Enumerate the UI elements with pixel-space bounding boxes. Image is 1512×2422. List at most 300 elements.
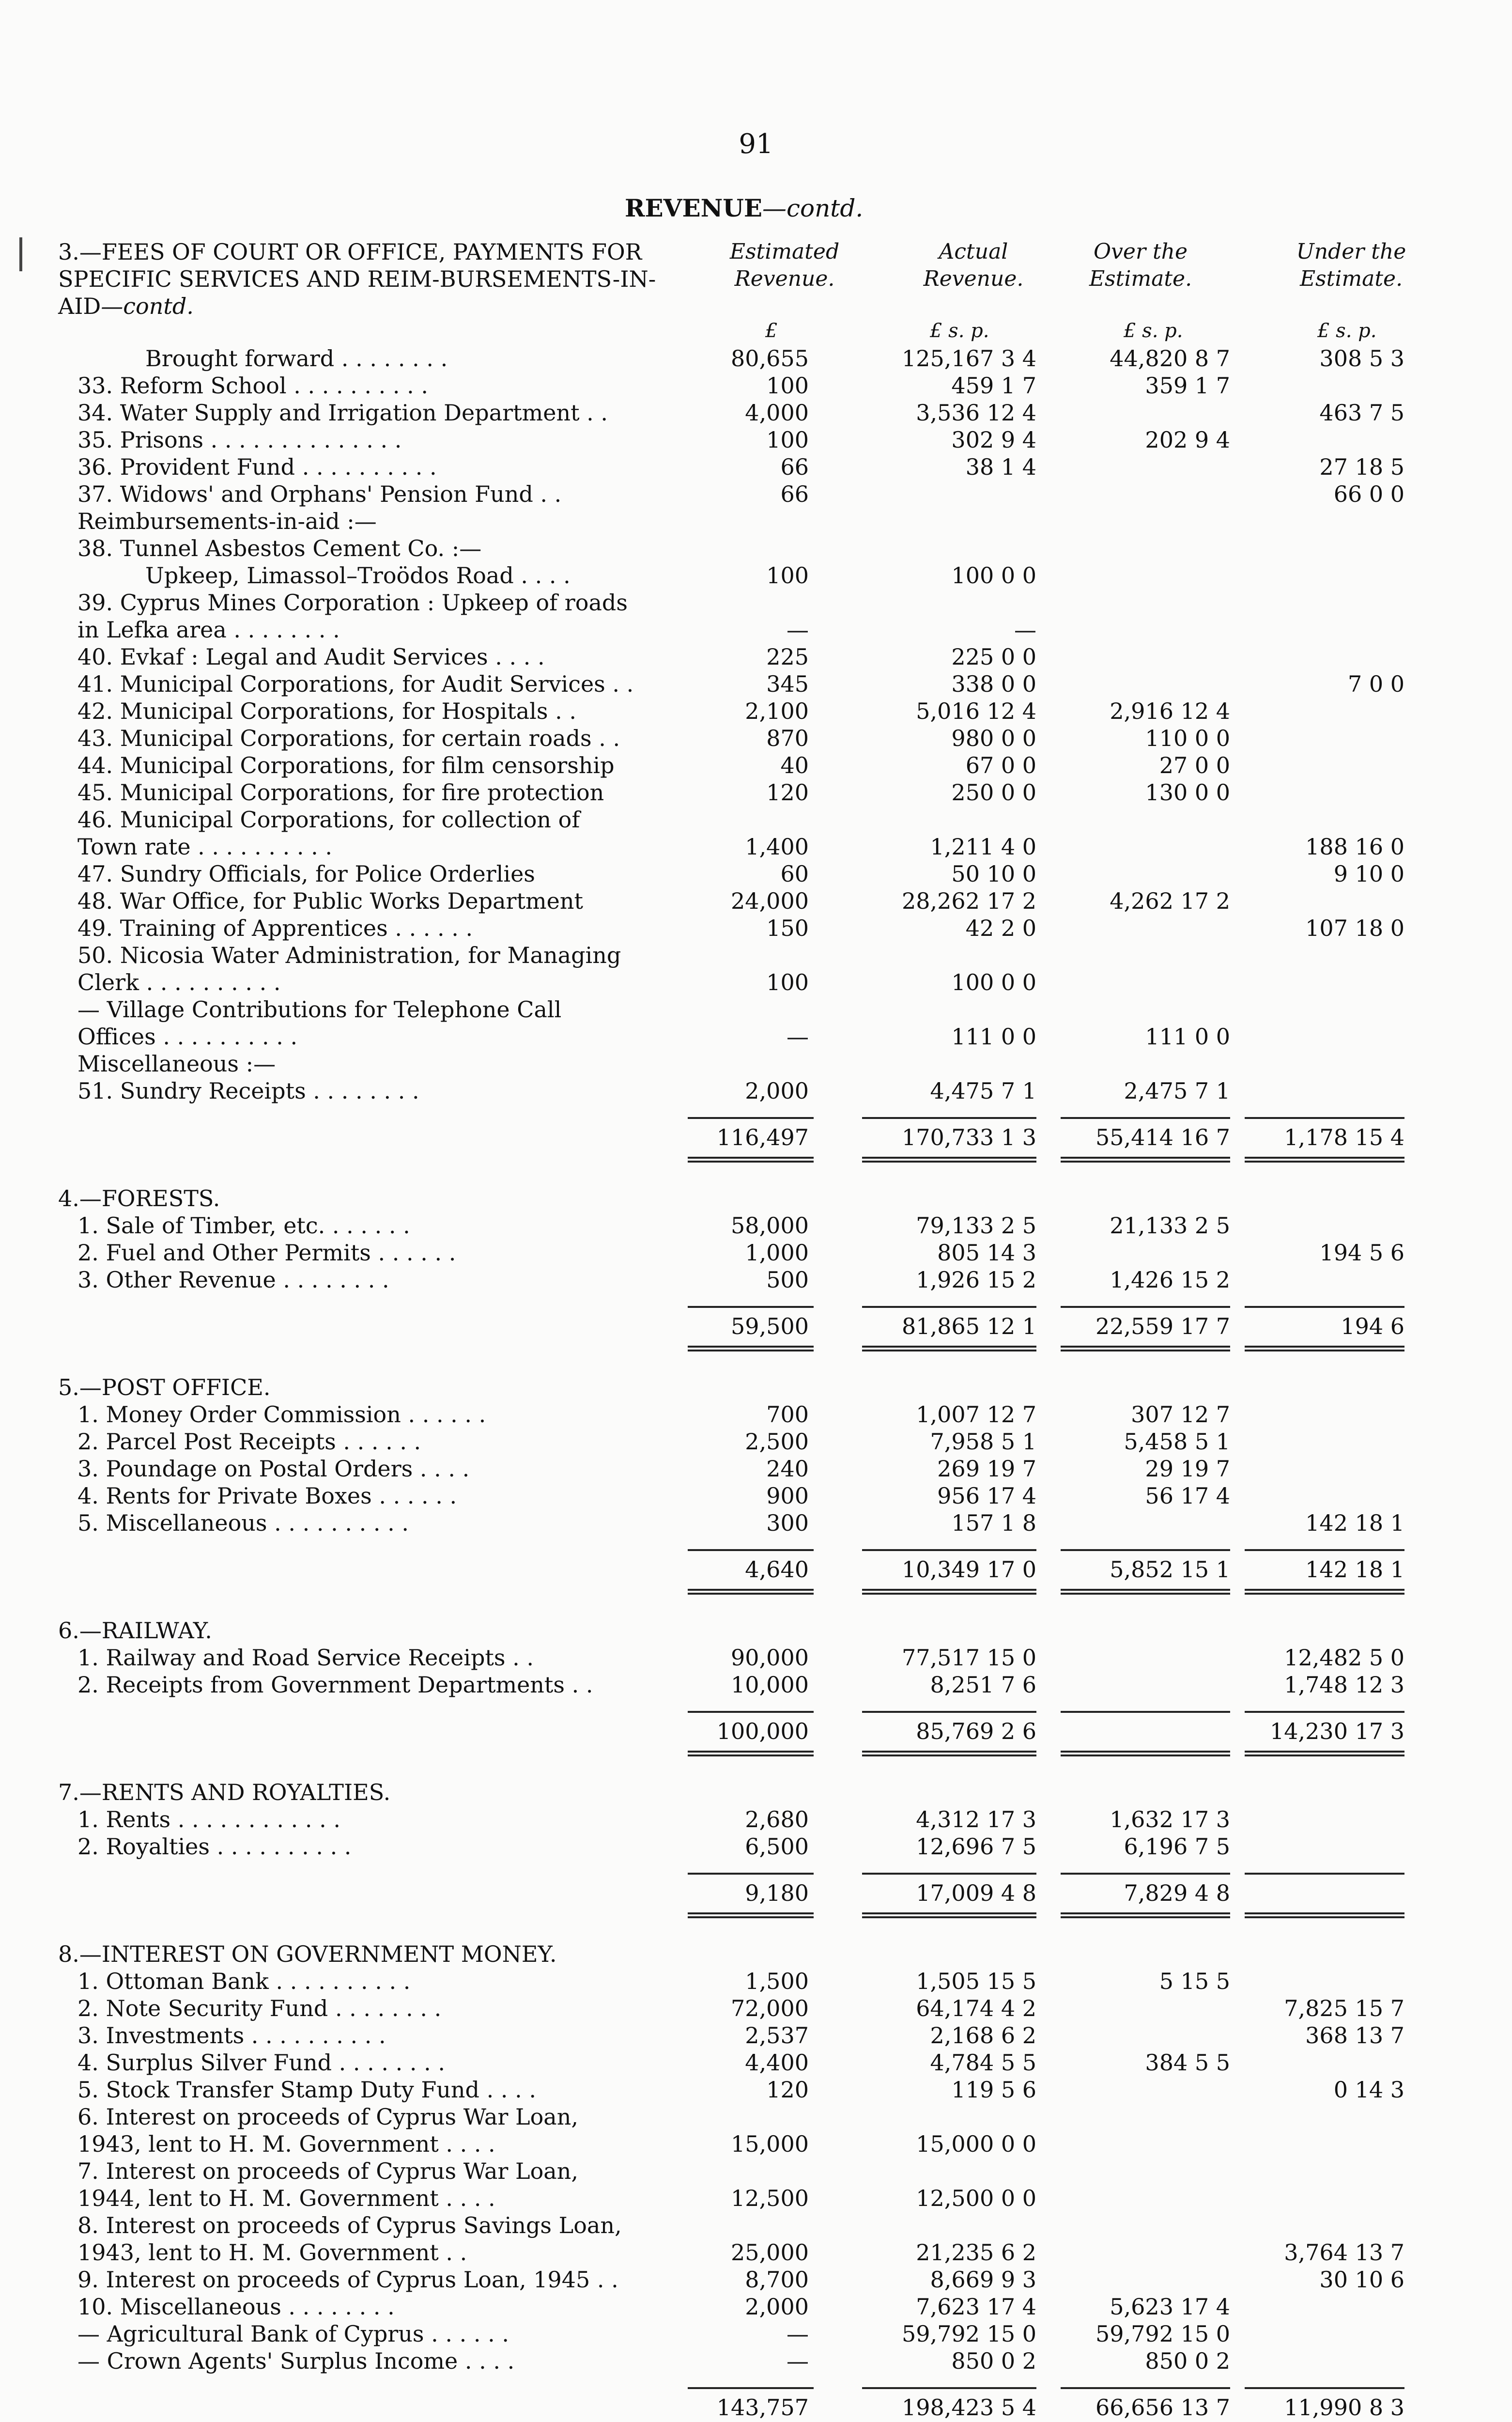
value-over: 307 12 7 — [1131, 1401, 1230, 1428]
value-act: 7,623 17 4 — [916, 2294, 1036, 2320]
row-label: 1. Ottoman Bank . . . . . . . . . . — [77, 1968, 411, 1994]
line-item-row — [0, 725, 1512, 752]
total-rule-top — [1245, 1873, 1404, 1875]
total-est: 4,640 — [745, 1556, 809, 1583]
heading-title: REVENUE — [625, 194, 762, 222]
value-under: 194 5 6 — [1319, 1240, 1404, 1266]
total-rule-top — [862, 1873, 1036, 1875]
total-row — [0, 1313, 1512, 1340]
total-rule-double — [1061, 1589, 1230, 1595]
value-act: 850 0 2 — [951, 2348, 1036, 2374]
total-rule-double — [862, 1912, 1036, 1918]
total-rule-top — [1061, 1873, 1230, 1875]
value-act: 28,262 17 2 — [902, 888, 1036, 914]
section-title: 5.—POST OFFICE. — [58, 1374, 271, 1400]
row-label: 1. Money Order Commission . . . . . . — [77, 1401, 486, 1428]
value-est: 700 — [766, 1401, 809, 1428]
row-label: 2. Fuel and Other Permits . . . . . . — [77, 1240, 456, 1266]
line-item-row — [0, 453, 1512, 481]
row-label: 45. Municipal Corporations, for fire protection — [77, 779, 604, 806]
total-over: 66,656 13 7 — [1095, 2394, 1230, 2421]
line-item-row — [0, 1455, 1512, 1482]
value-act: 100 0 0 — [951, 562, 1036, 589]
line-item-row — [0, 1671, 1512, 1698]
total-act: 198,423 5 4 — [902, 2394, 1036, 2421]
total-row — [0, 1718, 1512, 1745]
value-act: 2,168 6 2 — [930, 2022, 1036, 2049]
total-rule-double — [862, 1346, 1036, 1351]
value-under: 188 16 0 — [1305, 834, 1404, 860]
total-rule-double — [862, 1589, 1036, 1595]
value-act: 111 0 0 — [951, 1024, 1036, 1050]
value-act: 59,792 15 0 — [902, 2321, 1036, 2347]
total-est: 100,000 — [716, 1718, 809, 1744]
value-est: — — [787, 617, 809, 643]
line-item-row — [0, 345, 1512, 372]
value-under: 142 18 1 — [1305, 1510, 1404, 1536]
total-rule-top — [688, 1711, 814, 1713]
value-act: 8,251 7 6 — [930, 1672, 1036, 1698]
value-act: 225 0 0 — [951, 644, 1036, 670]
line-item-row — [0, 1509, 1512, 1537]
value-est: 240 — [766, 1456, 809, 1482]
total-est: 116,497 — [716, 1124, 809, 1150]
value-act: 5,016 12 4 — [916, 698, 1036, 724]
total-rule-top — [1245, 2387, 1404, 2389]
line-item-row — [0, 2049, 1512, 2076]
value-est: 100 — [766, 427, 809, 453]
total-rule-double — [1061, 1157, 1230, 1163]
total-rule-top — [862, 1711, 1036, 1713]
line-item-row — [0, 643, 1512, 670]
total-under: 142 18 1 — [1305, 1556, 1404, 1583]
value-est: 1,400 — [745, 834, 809, 860]
value-est: 12,500 — [731, 2185, 809, 2211]
page-number: 91 — [739, 128, 773, 160]
value-act: 1,211 4 0 — [930, 834, 1036, 860]
value-est: 500 — [766, 1267, 809, 1293]
row-label: — Crown Agents' Surplus Income . . . . — [77, 2348, 515, 2374]
unit-under: £ s. p. — [1317, 320, 1377, 342]
value-over: 56 17 4 — [1145, 1483, 1230, 1509]
total-row — [0, 1556, 1512, 1583]
unit-est: £ — [765, 320, 778, 342]
line-item-row — [0, 589, 1512, 643]
line-item-row — [0, 2022, 1512, 2049]
value-act: 1,505 15 5 — [916, 1968, 1036, 1994]
row-label: 8. Interest on proceeds of Cyprus Savings Loan, 1943, lent to H. M. Government . . — [77, 2212, 622, 2266]
total-rule-top — [1245, 1117, 1404, 1119]
total-rule-top — [1061, 1306, 1230, 1308]
total-rule-double — [688, 1346, 814, 1351]
total-under: 11,990 8 3 — [1284, 2394, 1404, 2421]
total-act: 81,865 12 1 — [902, 1313, 1036, 1339]
total-rule-double — [1245, 1912, 1404, 1918]
row-label: 33. Reform School . . . . . . . . . . — [77, 373, 429, 399]
col-over-head: Over the Estimate. — [1089, 239, 1192, 291]
line-item-row — [0, 399, 1512, 426]
value-est: 4,400 — [745, 2049, 809, 2076]
value-over: 44,820 8 7 — [1110, 345, 1230, 372]
col-actual-head: Actual Revenue. — [923, 239, 1024, 291]
line-item-row — [0, 2103, 1512, 2158]
row-label: 10. Miscellaneous . . . . . . . . — [77, 2294, 395, 2320]
value-est: 10,000 — [731, 1672, 809, 1698]
value-est: — — [787, 2348, 809, 2374]
total-rule-top — [1061, 1711, 1230, 1713]
total-over: 5,852 15 1 — [1110, 1556, 1230, 1583]
value-under: 0 14 3 — [1333, 2077, 1404, 2103]
value-est: 2,500 — [745, 1428, 809, 1455]
section-heading-row — [0, 1941, 1512, 1968]
line-item-row — [0, 2320, 1512, 2347]
row-label: Miscellaneous :— — [77, 1051, 276, 1077]
row-label: 4. Surplus Silver Fund . . . . . . . . — [77, 2049, 445, 2076]
row-label: 7. Interest on proceeds of Cyprus War Loan, 1944, lent to H. M. Government . . . . — [77, 2158, 578, 2211]
line-item-row — [0, 2158, 1512, 2212]
value-est: 66 — [780, 481, 809, 507]
value-act: 8,669 9 3 — [930, 2267, 1036, 2293]
value-est: 80,655 — [731, 345, 809, 372]
section-heading-row — [0, 1617, 1512, 1644]
row-label: 35. Prisons . . . . . . . . . . . . . . — [77, 427, 402, 453]
total-rule-double — [688, 1912, 814, 1918]
row-label: 38. Tunnel Asbestos Cement Co. :— — [77, 535, 482, 561]
unit-act: £ s. p. — [930, 320, 989, 342]
total-under: 14,230 17 3 — [1270, 1718, 1404, 1744]
value-est: — — [787, 1024, 809, 1050]
value-est: 90,000 — [731, 1645, 809, 1671]
value-est: 100 — [766, 373, 809, 399]
total-est: 9,180 — [745, 1880, 809, 1906]
value-act: 4,475 7 1 — [930, 1078, 1036, 1104]
value-est: 72,000 — [731, 1995, 809, 2021]
value-over: 5,623 17 4 — [1110, 2294, 1230, 2320]
line-item-row — [0, 1239, 1512, 1266]
value-est: 100 — [766, 562, 809, 589]
value-act: 38 1 4 — [965, 454, 1036, 480]
line-item-row — [0, 1644, 1512, 1671]
value-est: 4,000 — [745, 400, 809, 426]
row-label: 48. War Office, for Public Works Department — [77, 888, 583, 914]
row-label: 6. Interest on proceeds of Cyprus War Loan, 1943, lent to H. M. Government . . . . — [77, 2104, 578, 2157]
row-label: 36. Provident Fund . . . . . . . . . . — [77, 454, 437, 480]
value-act: 302 9 4 — [951, 427, 1036, 453]
value-act: 1,007 12 7 — [916, 1401, 1036, 1428]
section-title: 8.—INTEREST ON GOVERNMENT MONEY. — [58, 1941, 557, 1967]
total-rule-top — [862, 1117, 1036, 1119]
row-label: 47. Sundry Officials, for Police Orderlies — [77, 861, 535, 887]
total-rule-double — [688, 1157, 814, 1163]
heading-suffix: —contd. — [762, 194, 864, 222]
line-item-row — [0, 1482, 1512, 1509]
row-label: 39. Cyprus Mines Corporation : Upkeep of roads in Lefka area . . . . . . . . — [77, 590, 628, 643]
value-act: 119 5 6 — [951, 2077, 1036, 2103]
value-act: 67 0 0 — [965, 752, 1036, 778]
value-act: 4,784 5 5 — [930, 2049, 1036, 2076]
total-rule-double — [1061, 1912, 1230, 1918]
value-act: 42 2 0 — [965, 915, 1036, 941]
total-rule-double — [862, 1157, 1036, 1163]
total-rule-top — [862, 1549, 1036, 1551]
line-item-row — [0, 426, 1512, 453]
row-label: 34. Water Supply and Irrigation Department . . — [77, 400, 608, 426]
row-label: 46. Municipal Corporations, for collection of Town rate . . . . . . . . . . — [77, 807, 580, 860]
row-label: 1. Sale of Timber, etc. . . . . . . — [77, 1212, 410, 1239]
total-rule-top — [688, 1117, 814, 1119]
line-item-row — [0, 752, 1512, 779]
value-est: 870 — [766, 725, 809, 751]
total-row — [0, 1124, 1512, 1151]
value-act: 157 1 8 — [951, 1510, 1036, 1536]
total-act: 17,009 4 8 — [916, 1880, 1036, 1906]
value-est: 2,537 — [745, 2022, 809, 2049]
line-item-row — [0, 1833, 1512, 1860]
value-act: 338 0 0 — [951, 671, 1036, 697]
line-item-row — [0, 1428, 1512, 1455]
total-rule-top — [688, 2387, 814, 2389]
row-label: 3. Investments . . . . . . . . . . — [77, 2022, 386, 2049]
value-over: 111 0 0 — [1145, 1024, 1230, 1050]
value-est: 2,680 — [745, 1806, 809, 1832]
row-label: 1. Railway and Road Service Receipts . . — [77, 1645, 534, 1671]
line-item-row — [0, 1401, 1512, 1428]
row-label: 9. Interest on proceeds of Cyprus Loan, 1945 . . — [77, 2267, 618, 2293]
value-act: 100 0 0 — [951, 969, 1036, 995]
total-under: 194 6 — [1341, 1313, 1404, 1339]
page-heading — [625, 194, 863, 222]
value-over: 27 0 0 — [1159, 752, 1230, 778]
row-label: 1. Rents . . . . . . . . . . . . — [77, 1806, 341, 1832]
value-act: 3,536 12 4 — [916, 400, 1036, 426]
section-heading-row — [0, 1374, 1512, 1401]
row-label: 2. Receipts from Government Departments . . — [77, 1672, 593, 1698]
value-over: 5 15 5 — [1159, 1968, 1230, 1994]
value-act: 125,167 3 4 — [902, 345, 1036, 372]
total-rule-top — [688, 1873, 814, 1875]
value-est: 1,500 — [745, 1968, 809, 1994]
line-item-row — [0, 1212, 1512, 1239]
line-item-row — [0, 779, 1512, 806]
line-item-row — [0, 562, 1512, 589]
row-label: Brought forward . . . . . . . . — [145, 345, 448, 372]
section-heading — [58, 238, 659, 320]
value-act: 15,000 0 0 — [916, 2131, 1036, 2157]
value-under: 1,748 12 3 — [1284, 1672, 1404, 1698]
row-label: Reimbursements-in-aid :— — [77, 508, 377, 534]
value-over: 5,458 5 1 — [1124, 1428, 1230, 1455]
row-label: 3. Poundage on Postal Orders . . . . — [77, 1456, 470, 1482]
total-est: 59,500 — [731, 1313, 809, 1339]
section-heading-row — [0, 1779, 1512, 1806]
value-under: 27 18 5 — [1319, 454, 1404, 480]
row-label: 37. Widows' and Orphans' Pension Fund . . — [77, 481, 562, 507]
value-act: 269 19 7 — [937, 1456, 1036, 1482]
row-label: 50. Nicosia Water Administration, for Managing Clerk . . . . . . . . . . — [77, 942, 621, 995]
row-label: — Agricultural Bank of Cyprus . . . . . . — [77, 2321, 509, 2347]
value-under: 7 0 0 — [1347, 671, 1404, 697]
total-rule-top — [862, 2387, 1036, 2389]
row-label: 43. Municipal Corporations, for certain roads . . — [77, 725, 620, 751]
value-act: 459 1 7 — [951, 373, 1036, 399]
total-rule-double — [1245, 1589, 1404, 1595]
value-est: 100 — [766, 969, 809, 995]
row-label: 41. Municipal Corporations, for Audit Services . . — [77, 671, 634, 697]
value-under: 30 10 6 — [1319, 2267, 1404, 2293]
value-over: 2,475 7 1 — [1124, 1078, 1230, 1104]
value-est: 120 — [766, 779, 809, 806]
value-under: 368 13 7 — [1305, 2022, 1404, 2049]
row-label: — Village Contributions for Telephone Call Offices . . . . . . . . . . — [77, 996, 562, 1050]
value-act: 21,235 6 2 — [916, 2239, 1036, 2266]
value-est: 2,000 — [745, 1078, 809, 1104]
value-act: 50 10 0 — [951, 861, 1036, 887]
total-over: 55,414 16 7 — [1095, 1124, 1230, 1150]
value-est: — — [787, 2321, 809, 2347]
value-act: 805 14 3 — [937, 1240, 1036, 1266]
value-est: 2,000 — [745, 2294, 809, 2320]
line-item-row — [0, 698, 1512, 725]
total-rule-double — [1245, 1346, 1404, 1351]
total-act: 10,349 17 0 — [902, 1556, 1036, 1583]
line-item-row — [0, 860, 1512, 887]
value-est: 1,000 — [745, 1240, 809, 1266]
line-item-row — [0, 1077, 1512, 1104]
value-act: 7,958 5 1 — [930, 1428, 1036, 1455]
row-label: 40. Evkaf : Legal and Audit Services . . . . — [77, 644, 545, 670]
value-est: 120 — [766, 2077, 809, 2103]
total-over: 22,559 17 7 — [1095, 1313, 1230, 1339]
total-rule-top — [688, 1306, 814, 1308]
value-act: 956 17 4 — [937, 1483, 1036, 1509]
value-est: 58,000 — [731, 1212, 809, 1239]
value-over: 29 19 7 — [1145, 1456, 1230, 1482]
line-item-row — [0, 1968, 1512, 1995]
total-est: 143,757 — [716, 2394, 809, 2421]
value-est: 60 — [780, 861, 809, 887]
value-over: 1,426 15 2 — [1110, 1267, 1230, 1293]
value-act: 980 0 0 — [951, 725, 1036, 751]
value-est: 8,700 — [745, 2267, 809, 2293]
line-item-row — [0, 1995, 1512, 2022]
section-title: 3.—FEES OF COURT OR OFFICE, PAYMENTS FOR SPECIFIC SERVICES AND REIM-BURSEMENTS-IN-AID — [58, 239, 656, 319]
value-over: 850 0 2 — [1145, 2348, 1230, 2374]
total-rule-double — [1245, 1157, 1404, 1163]
value-over: 2,916 12 4 — [1110, 698, 1230, 724]
value-act: — — [1014, 617, 1036, 643]
row-label: 2. Royalties . . . . . . . . . . — [77, 1833, 352, 1860]
total-rule-top — [1061, 1117, 1230, 1119]
total-over: 7,829 4 8 — [1124, 1880, 1230, 1906]
section-title: 6.—RAILWAY. — [58, 1617, 212, 1644]
total-rule-top — [862, 1306, 1036, 1308]
total-row — [0, 2394, 1512, 2421]
line-item-row — [0, 915, 1512, 942]
total-rule-top — [1061, 2387, 1230, 2389]
value-over: 110 0 0 — [1145, 725, 1230, 751]
value-est: 2,100 — [745, 698, 809, 724]
value-over: 6,196 7 5 — [1124, 1833, 1230, 1860]
row-label: 2. Parcel Post Receipts . . . . . . — [77, 1428, 421, 1455]
value-over: 21,133 2 5 — [1110, 1212, 1230, 1239]
row-label: 44. Municipal Corporations, for film censorship — [77, 752, 615, 778]
value-over: 359 1 7 — [1145, 373, 1230, 399]
line-item-row — [0, 1266, 1512, 1293]
line-item-row — [0, 887, 1512, 915]
col-estimated-head: Estimated Revenue. — [729, 239, 840, 291]
row-label: 2. Note Security Fund . . . . . . . . — [77, 1995, 442, 2021]
total-row — [0, 1879, 1512, 1907]
row-label: 51. Sundry Receipts . . . . . . . . — [77, 1078, 419, 1104]
row-label: Upkeep, Limassol–Troödos Road . . . . — [145, 562, 571, 589]
total-rule-double — [862, 1751, 1036, 1756]
total-under: 1,178 15 4 — [1284, 1124, 1404, 1150]
value-act: 1,926 15 2 — [916, 1267, 1036, 1293]
total-rule-top — [1245, 1549, 1404, 1551]
line-item-row — [0, 2076, 1512, 2103]
value-under: 66 0 0 — [1333, 481, 1404, 507]
total-rule-double — [688, 1751, 814, 1756]
row-label: 5. Miscellaneous . . . . . . . . . . — [77, 1510, 409, 1536]
value-est: 225 — [766, 644, 809, 670]
value-act: 77,517 15 0 — [902, 1645, 1036, 1671]
line-item-row — [0, 1806, 1512, 1833]
value-over: 130 0 0 — [1145, 779, 1230, 806]
value-over: 384 5 5 — [1145, 2049, 1230, 2076]
value-act: 4,312 17 3 — [916, 1806, 1036, 1832]
value-under: 463 7 5 — [1319, 400, 1404, 426]
line-item-row — [0, 481, 1512, 508]
margin-mark — [19, 237, 22, 271]
total-rule-double — [1245, 1751, 1404, 1756]
value-act: 12,500 0 0 — [916, 2185, 1036, 2211]
row-label: 4. Rents for Private Boxes . . . . . . — [77, 1483, 457, 1509]
line-item-row — [0, 670, 1512, 698]
total-rule-top — [1061, 1549, 1230, 1551]
value-act: 79,133 2 5 — [916, 1212, 1036, 1239]
value-over: 59,792 15 0 — [1095, 2321, 1230, 2347]
value-under: 308 5 3 — [1319, 345, 1404, 372]
total-rule-double — [1061, 1751, 1230, 1756]
line-item-row — [0, 996, 1512, 1050]
col-under-head: Under the Estimate. — [1296, 239, 1406, 291]
section-heading-row — [0, 1185, 1512, 1212]
total-rule-double — [688, 1589, 814, 1595]
line-item-row — [0, 2212, 1512, 2266]
value-est: 150 — [766, 915, 809, 941]
value-under: 7,825 15 7 — [1284, 1995, 1404, 2021]
revenue-table — [0, 345, 1512, 2422]
row-label: 49. Training of Apprentices . . . . . . — [77, 915, 473, 941]
value-over: 202 9 4 — [1145, 427, 1230, 453]
subheading-row — [0, 1050, 1512, 1077]
value-est: 25,000 — [731, 2239, 809, 2266]
subheading-row — [0, 535, 1512, 562]
value-est: 40 — [780, 752, 809, 778]
value-est: 66 — [780, 454, 809, 480]
section-title: 4.—FORESTS. — [58, 1185, 220, 1211]
row-label: 3. Other Revenue . . . . . . . . — [77, 1267, 389, 1293]
total-rule-double — [1061, 1346, 1230, 1351]
value-act: 250 0 0 — [951, 779, 1036, 806]
value-under: 9 10 0 — [1333, 861, 1404, 887]
total-act: 85,769 2 6 — [916, 1718, 1036, 1744]
section-suffix: —contd. — [101, 293, 194, 319]
total-rule-top — [1245, 1306, 1404, 1308]
value-under: 107 18 0 — [1305, 915, 1404, 941]
value-est: 345 — [766, 671, 809, 697]
line-item-row — [0, 2347, 1512, 2375]
